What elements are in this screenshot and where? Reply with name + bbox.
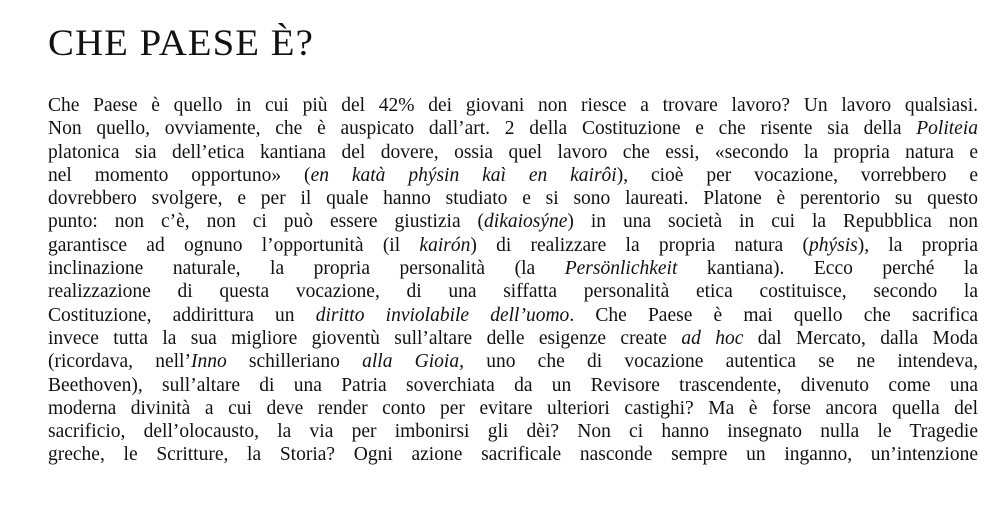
body-paragraph <box>48 94 978 467</box>
page-title: CHE PAESE È? <box>48 23 314 64</box>
text-line: inclinazione naturale, la propria personalità (la Persönlichkeit kantiana). Ecco perché la <box>48 258 978 280</box>
text-line: sacrificio, dell’olocausto, la via per imbonirsi gli dèi? Non ci hanno insegnato nulla le Tragedie <box>48 421 978 443</box>
text-line: dovrebbero svolgere, e per il quale hanno studiato e si sono laureati. Platone è perentorio su questo <box>48 188 978 210</box>
text-line: platonica sia dell’etica kantiana del dovere, ossia quel lavoro che essi, «secondo la propria natura e <box>48 141 978 163</box>
text-line: Costituzione, addirittura un diritto inviolabile dell’uomo. Che Paese è mai quello che sacrifica <box>48 304 978 326</box>
text-line: punto: non c’è, non ci può essere giustizia (dikaiosýne) in una società in cui la Repubblica non <box>48 211 978 233</box>
text-line: Beethoven), sull’altare di una Patria soverchiata da un Revisore trascendente, divenuto come una <box>48 374 978 396</box>
text-line: invece tutta la sua migliore gioventù sull’altare delle esigenze create ad hoc dal Mercato, dalla Moda <box>48 327 978 349</box>
text-line: nel momento opportuno» (en katà phýsin kaì en kairôi), cioè per vocazione, vorrebbero e <box>48 164 978 186</box>
text-line: (ricordava, nell’Inno schilleriano alla Gioia, uno che di vocazione autentica se ne intendeva, <box>48 351 978 373</box>
text-line: Non quello, ovviamente, che è auspicato dall’art. 2 della Costituzione e che risente sia della Politeia <box>48 118 978 140</box>
text-line: garantisce ad ognuno l’opportunità (il kairón) di realizzare la propria natura (phýsis), la propria <box>48 234 978 256</box>
text-line: Che Paese è quello in cui più del 42% dei giovani non riesce a trovare lavoro? Un lavoro qualsiasi. <box>48 95 978 116</box>
text-line: moderna divinità a cui deve render conto per evitare ulteriori castighi? Ma è forse ancora quella del <box>48 397 978 419</box>
text-line: realizzazione di questa vocazione, di una siffatta personalità etica costituisce, secondo la <box>48 281 978 303</box>
text-line: greche, le Scritture, la Storia? Ogni azione sacrificale nasconde sempre un inganno, un’intenzione <box>48 444 978 466</box>
